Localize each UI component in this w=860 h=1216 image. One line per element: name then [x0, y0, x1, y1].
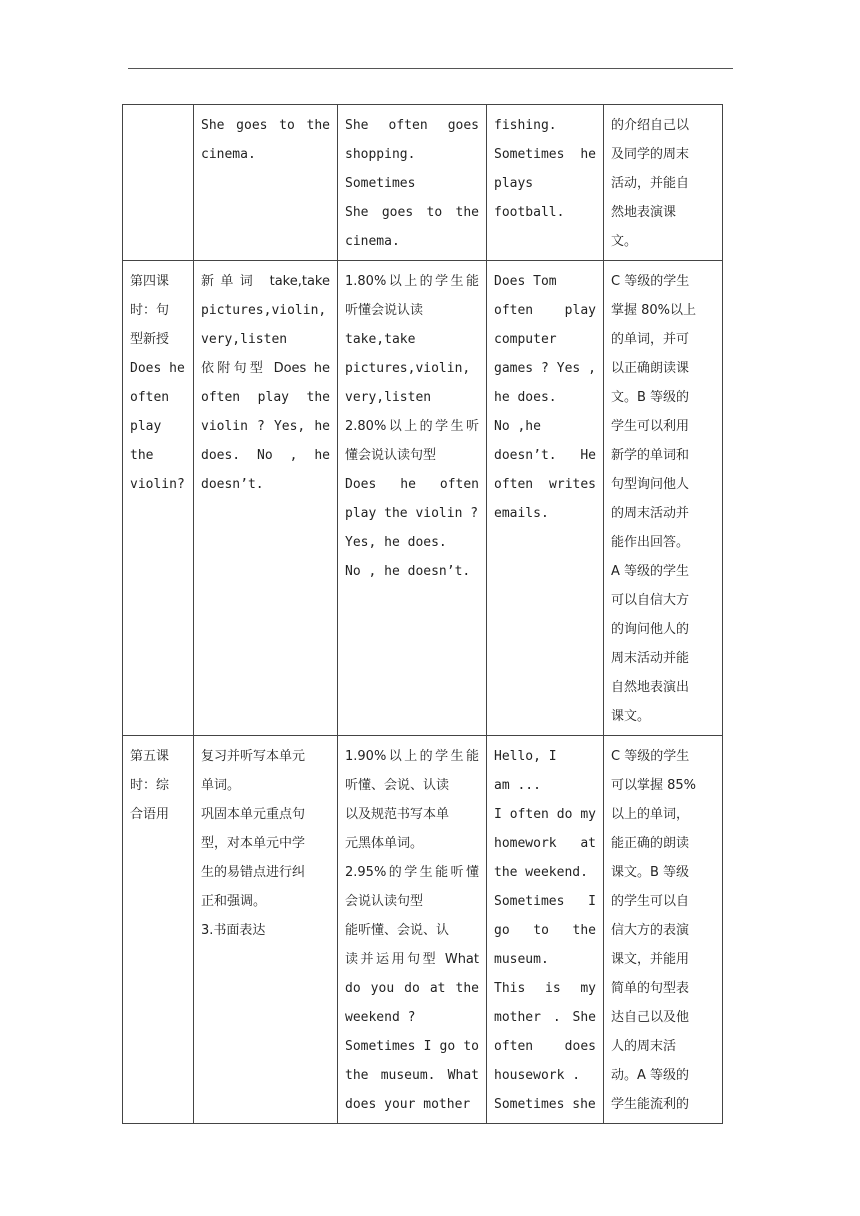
- cell-text-line: homework at: [494, 836, 596, 851]
- objective-cell: [338, 736, 487, 1124]
- cell-text-line: housework .: [494, 1068, 581, 1083]
- cell-text-line: often writes: [494, 477, 596, 492]
- cell-text-line: Sometimes she: [494, 1097, 596, 1112]
- cell-text-line: 学生能流利的: [611, 1097, 690, 1112]
- cell-text-line: often play: [494, 303, 596, 318]
- cell-text-line: Sometimes he: [494, 147, 596, 162]
- cell-text-line: play: [130, 419, 162, 434]
- cell-text-line: 3.书面表达: [201, 923, 266, 938]
- cell-text-line: museum.: [494, 952, 549, 967]
- cell-text-line: She goes to the: [345, 205, 479, 220]
- lesson-cell: [123, 736, 194, 1124]
- cell-text-line: 2.80%以上的学生听: [345, 419, 479, 434]
- lesson-cell: [123, 261, 194, 736]
- cell-text-line: football.: [494, 205, 565, 220]
- cell-text-line: 合语用: [130, 807, 170, 822]
- cell-text-line: often: [130, 390, 170, 405]
- cell-text-line: Yes, he does.: [345, 535, 447, 550]
- cell-text-line: weekend ?: [345, 1010, 416, 1025]
- cell-text-line: does. No , he: [201, 448, 330, 463]
- cell-text-line: This is my: [494, 981, 596, 996]
- cell-text-line: Does Tom: [494, 274, 557, 289]
- content-cell: [194, 261, 338, 736]
- cell-text-line: 动。A 等级的: [611, 1068, 690, 1083]
- cell-text-line: Sometimes I go to: [345, 1039, 479, 1054]
- cell-text-line: 时：句: [130, 303, 170, 318]
- cell-text-line: 正和强调。: [201, 894, 267, 909]
- lesson-cell: [123, 105, 194, 261]
- cell-text-line: 听懂会说认读: [345, 303, 424, 318]
- cell-text-line: 的学生可以自: [611, 894, 690, 909]
- cell-text-line: 人的周末活: [611, 1039, 677, 1054]
- cell-text-line: She goes to the: [201, 118, 330, 133]
- cell-text-line: emails.: [494, 506, 549, 521]
- cell-text-line: do you do at the: [345, 981, 479, 996]
- cell-text-line: 自然地表演出: [611, 680, 690, 695]
- cell-text-line: cinema.: [345, 234, 400, 249]
- cell-text-line: does your mother: [345, 1097, 471, 1112]
- cell-text-line: 新单词 take,take: [201, 274, 330, 289]
- cell-text-line: the: [130, 448, 154, 463]
- cell-text-line: 学生可以利用: [611, 419, 690, 434]
- cell-text-line: A 等级的学生: [611, 564, 690, 579]
- example-cell: [487, 105, 604, 261]
- cell-text-line: 的介绍自己以: [611, 118, 690, 133]
- cell-text-line: 周末活动并能: [611, 651, 690, 666]
- cell-text-line: C 等级的学生: [611, 274, 690, 289]
- cell-text-line: go to the: [494, 923, 596, 938]
- cell-text-line: 的单词，并可: [611, 332, 690, 347]
- cell-text-line: 达自己以及他: [611, 1010, 690, 1025]
- objective-cell: [338, 261, 487, 736]
- cell-text-line: C 等级的学生: [611, 749, 690, 764]
- cell-text-line: 及同学的周末: [611, 147, 690, 162]
- cell-text-line: pictures,violin,: [201, 303, 327, 318]
- cell-text-line: 复习并听写本单元: [201, 749, 306, 764]
- cell-text-line: doesn’t.: [201, 477, 264, 492]
- cell-text-line: he does.: [494, 390, 557, 405]
- cell-text-line: 元黑体单词。: [345, 836, 424, 851]
- cell-text-line: 依附句型 Does he: [201, 361, 330, 376]
- cell-text-line: 型，对本单元中学: [201, 836, 306, 851]
- cell-text-line: 第四课: [130, 274, 170, 289]
- cell-text-line: Sometimes I: [494, 894, 596, 909]
- objective-cell: [338, 105, 487, 261]
- cell-text-line: 懂会说认读句型: [345, 448, 437, 463]
- cell-text-line: 活动，并能自: [611, 176, 690, 191]
- cell-text-line: the museum. What: [345, 1068, 479, 1083]
- cell-text-line: Does he often: [345, 477, 479, 492]
- cell-text-line: Sometimes: [345, 176, 416, 191]
- cell-text-line: Does he: [130, 361, 185, 376]
- cell-text-line: 简单的句型表: [611, 981, 690, 996]
- cell-text-line: 2.95%的学生能听懂: [345, 865, 479, 880]
- example-cell: [487, 736, 604, 1124]
- cell-text-line: 掌握 80%以上: [611, 303, 697, 318]
- cell-text-line: 新学的单词和: [611, 448, 690, 463]
- cell-text-line: doesn’t. He: [494, 448, 596, 463]
- cell-text-line: shopping.: [345, 147, 416, 162]
- cell-text-line: 课文，并能用: [611, 952, 690, 967]
- cell-text-line: violin ? Yes, he: [201, 419, 330, 434]
- cell-text-line: 文。: [611, 234, 638, 249]
- header-rule: [128, 68, 733, 69]
- assessment-cell: [604, 736, 723, 1124]
- cell-text-line: No , he doesn’t.: [345, 564, 471, 579]
- content-cell: [194, 736, 338, 1124]
- cell-text-line: 信大方的表演: [611, 923, 690, 938]
- cell-text-line: I often do my: [494, 807, 596, 822]
- table-row: [123, 105, 723, 261]
- cell-text-line: 1.90%以上的学生能: [345, 749, 479, 764]
- cell-text-line: 的询问他人的: [611, 622, 690, 637]
- assessment-cell: [604, 105, 723, 261]
- cell-text-line: 可以自信大方: [611, 593, 690, 608]
- cell-text-line: fishing.: [494, 118, 557, 133]
- assessment-cell: [604, 261, 723, 736]
- content-cell: [194, 105, 338, 261]
- cell-text-line: often play the: [201, 390, 330, 405]
- cell-text-line: violin?: [130, 477, 185, 492]
- cell-text-line: games ? Yes ,: [494, 361, 596, 376]
- cell-text-line: cinema.: [201, 147, 256, 162]
- cell-text-line: often does: [494, 1039, 596, 1054]
- cell-text-line: Hello, I: [494, 749, 557, 764]
- table-row: [123, 736, 723, 1124]
- cell-text-line: very,listen: [201, 332, 288, 347]
- cell-text-line: 型新授: [130, 332, 170, 347]
- cell-text-line: 1.80%以上的学生能: [345, 274, 479, 289]
- cell-text-line: 课文。: [611, 709, 651, 724]
- cell-text-line: mother . She: [494, 1010, 596, 1025]
- cell-text-line: 会说认读句型: [345, 894, 424, 909]
- cell-text-line: 以及规范书写本单: [345, 807, 450, 822]
- cell-text-line: am ...: [494, 778, 541, 793]
- cell-text-line: 能正确的朗读: [611, 836, 690, 851]
- cell-text-line: play the violin ?: [345, 506, 479, 521]
- lesson-plan-table: [122, 104, 723, 1124]
- cell-text-line: No ,he: [494, 419, 541, 434]
- cell-text-line: pictures,violin,: [345, 361, 471, 376]
- cell-text-line: 以上的单词，: [611, 807, 690, 822]
- cell-text-line: 巩固本单元重点句: [201, 807, 306, 822]
- example-cell: [487, 261, 604, 736]
- cell-text-line: 能作出回答。: [611, 535, 690, 550]
- cell-text-line: very,listen: [345, 390, 432, 405]
- table-body: [123, 105, 723, 1124]
- cell-text-line: the weekend.: [494, 865, 588, 880]
- cell-text-line: 句型询问他人: [611, 477, 690, 492]
- cell-text-line: 可以掌握 85%: [611, 778, 697, 793]
- cell-text-line: 时：综: [130, 778, 170, 793]
- cell-text-line: 第五课: [130, 749, 170, 764]
- cell-text-line: She often goes: [345, 118, 479, 133]
- cell-text-line: 生的易错点进行纠: [201, 865, 306, 880]
- cell-text-line: 的周末活动并: [611, 506, 690, 521]
- cell-text-line: 单词。: [201, 778, 241, 793]
- cell-text-line: plays: [494, 176, 534, 191]
- cell-text-line: 读并运用句型 What: [345, 952, 479, 967]
- cell-text-line: take,take: [345, 332, 416, 347]
- cell-text-line: 课文。B 等级: [611, 865, 690, 880]
- cell-text-line: 能听懂、会说、认: [345, 923, 450, 938]
- cell-text-line: computer: [494, 332, 557, 347]
- cell-text-line: 然地表演课: [611, 205, 677, 220]
- cell-text-line: 以正确朗读课: [611, 361, 690, 376]
- cell-text-line: 文。B 等级的: [611, 390, 690, 405]
- table-row: [123, 261, 723, 736]
- cell-text-line: 听懂、会说、认读: [345, 778, 450, 793]
